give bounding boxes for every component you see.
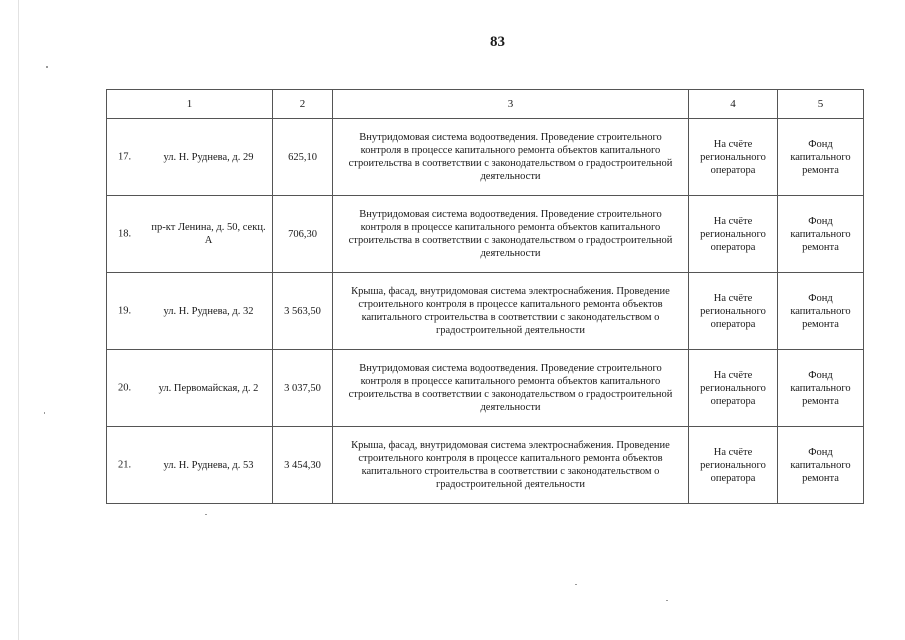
scan-speck xyxy=(46,66,48,68)
column-header-5: 5 xyxy=(778,90,864,119)
row-number: 19. xyxy=(118,305,132,317)
operator-cell: На счёте регионального оператора xyxy=(689,427,778,504)
address-cell xyxy=(107,273,273,350)
fund-cell: Фонд капитального ремонта xyxy=(778,427,864,504)
column-header-3: 3 xyxy=(333,90,689,119)
column-header-2: 2 xyxy=(273,90,333,119)
operator-cell: На счёте регионального оператора xyxy=(689,196,778,273)
address: пр-кт Ленина, д. 50, секц. А xyxy=(151,222,266,246)
table-row xyxy=(107,350,864,427)
address: ул. Н. Руднева, д. 29 xyxy=(163,151,254,163)
address: ул. Н. Руднева, д. 32 xyxy=(163,305,254,317)
works-cell: Крыша, фасад, внутридомовая система электроснабжения. Проведение строительного контроля в процессе капитального ремонта объектов капитального строительства в соответствии с законодательством о градостроительной деятельности xyxy=(333,273,689,350)
page-number: 83 xyxy=(490,34,505,50)
address-cell xyxy=(107,196,273,273)
operator-cell: На счёте регионального оператора xyxy=(689,350,778,427)
address-cell xyxy=(107,119,273,196)
fund-cell: Фонд капитального ремонта xyxy=(778,350,864,427)
header-row xyxy=(107,90,864,119)
scan-speck xyxy=(44,412,45,414)
address-cell xyxy=(107,350,273,427)
area-cell: 625,10 xyxy=(273,119,333,196)
column-header-1: 1 xyxy=(107,90,273,119)
row-number: 18. xyxy=(118,228,132,240)
table-row xyxy=(107,196,864,273)
table-row xyxy=(107,119,864,196)
area-cell: 706,30 xyxy=(273,196,333,273)
address-cell xyxy=(107,427,273,504)
table-row xyxy=(107,427,864,504)
fund-cell: Фонд капитального ремонта xyxy=(778,196,864,273)
row-number: 20. xyxy=(118,382,132,394)
scan-speck xyxy=(575,584,577,585)
row-number: 17. xyxy=(118,151,132,163)
area-cell: 3 454,30 xyxy=(273,427,333,504)
works-cell: Внутридомовая система водоотведения. Проведение строительного контроля в процессе капитального ремонта объектов капитального строительства в соответствии с законодательством о градостроительной деятельности xyxy=(333,350,689,427)
area-cell: 3 563,50 xyxy=(273,273,333,350)
scan-speck xyxy=(666,600,668,601)
fund-cell: Фонд капитального ремонта xyxy=(778,273,864,350)
table-row xyxy=(107,273,864,350)
column-header-4: 4 xyxy=(689,90,778,119)
address: ул. Н. Руднева, д. 53 xyxy=(163,459,254,471)
fund-cell: Фонд капитального ремонта xyxy=(778,119,864,196)
works-cell: Внутридомовая система водоотведения. Проведение строительного контроля в процессе капитального ремонта объектов капитального строительства в соответствии с законодательством о градостроительной деятельности xyxy=(333,119,689,196)
repair-table xyxy=(106,89,864,504)
operator-cell: На счёте регионального оператора xyxy=(689,119,778,196)
scan-edge-line xyxy=(18,0,19,640)
row-number: 21. xyxy=(118,459,132,471)
area-cell: 3 037,50 xyxy=(273,350,333,427)
operator-cell: На счёте регионального оператора xyxy=(689,273,778,350)
works-cell: Крыша, фасад, внутридомовая система электроснабжения. Проведение строительного контроля в процессе капитального ремонта объектов капитального строительства в соответствии с законодательством о градостроительной деятельности xyxy=(333,427,689,504)
works-cell: Внутридомовая система водоотведения. Проведение строительного контроля в процессе капитального ремонта объектов капитального строительства в соответствии с законодательством о градостроительной деятельности xyxy=(333,196,689,273)
address: ул. Первомайская, д. 2 xyxy=(158,382,259,394)
scan-speck xyxy=(205,514,207,515)
